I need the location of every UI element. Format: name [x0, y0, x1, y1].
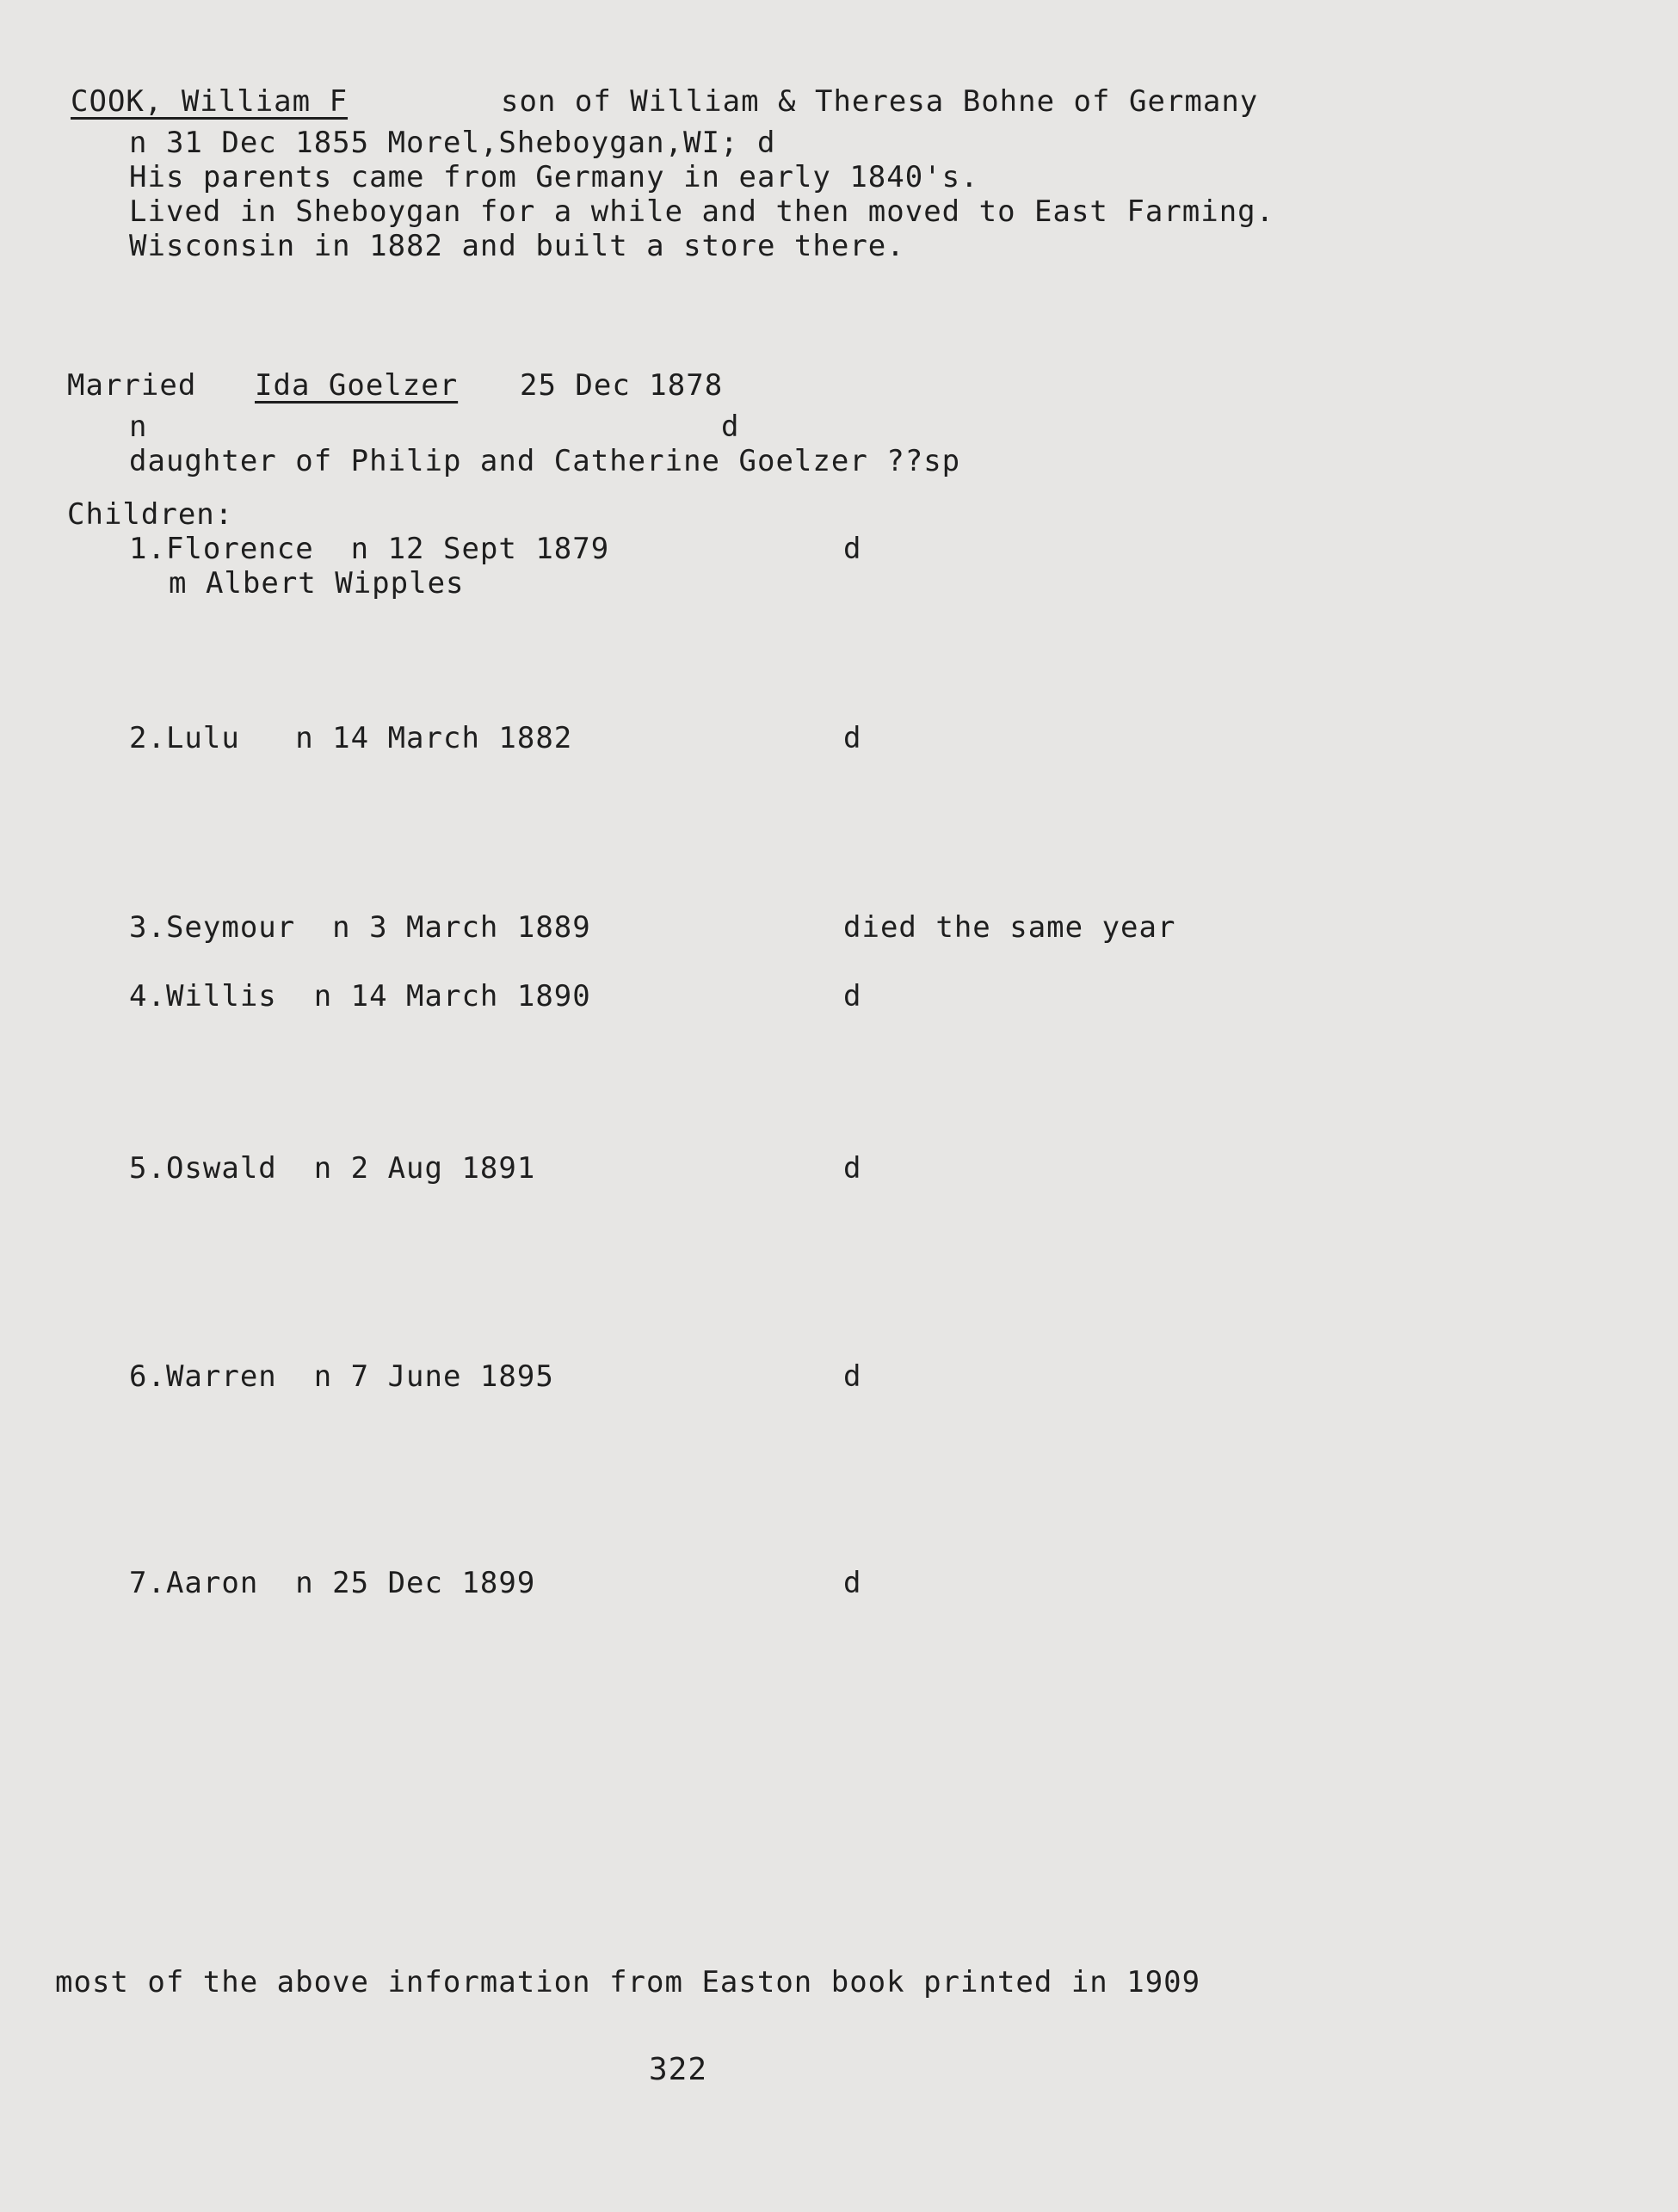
spouse-parents: daughter of Philip and Catherine Goelzer ??sp [129, 444, 961, 478]
subject-birth: n 31 Dec 1855 Morel,Sheboygan,WI; d [129, 126, 776, 160]
child-death: d [843, 721, 862, 755]
note-line: Lived in Sheboygan for a while and then moved to East Farming. [129, 194, 1275, 229]
subject-parentage: son of William & Theresa Bohne of Germany [501, 84, 1259, 119]
note-line: His parents came from Germany in early 1840's. [129, 160, 979, 194]
child-death: d [843, 1566, 862, 1600]
child-entry: 7.Aaron n 25 Dec 1899 [129, 1566, 536, 1600]
page-number: 322 [649, 2052, 708, 2087]
married-label: Married [67, 368, 197, 403]
child-entry: 5.Oswald n 2 Aug 1891 [129, 1151, 536, 1186]
child-entry: 6.Warren n 7 June 1895 [129, 1359, 554, 1394]
child-death: d [843, 532, 862, 566]
child-death: d [843, 1359, 862, 1394]
child-death: d [843, 979, 862, 1014]
child-spouse: m Albert Wipples [169, 566, 465, 601]
child-entry: 3.Seymour n 3 March 1889 [129, 910, 591, 945]
child-death: died the same year [843, 910, 1176, 945]
marriage-date: 25 Dec 1878 [520, 368, 724, 403]
note-line: Wisconsin in 1882 and built a store there. [129, 229, 905, 263]
source-note: most of the above information from Easton book printed in 1909 [55, 1965, 1201, 1999]
child-entry: 4.Willis n 14 March 1890 [129, 979, 591, 1014]
child-entry: 2.Lulu n 14 March 1882 [129, 721, 573, 755]
spouse-name: Ida Goelzer [255, 368, 459, 403]
spouse-died-label: d [721, 410, 740, 444]
child-entry: 1.Florence n 12 Sept 1879 [129, 532, 610, 566]
children-label: Children: [67, 497, 234, 532]
child-death: d [843, 1151, 862, 1186]
subject-name: COOK, William F [71, 84, 349, 119]
spouse-born-label: n [129, 410, 148, 444]
